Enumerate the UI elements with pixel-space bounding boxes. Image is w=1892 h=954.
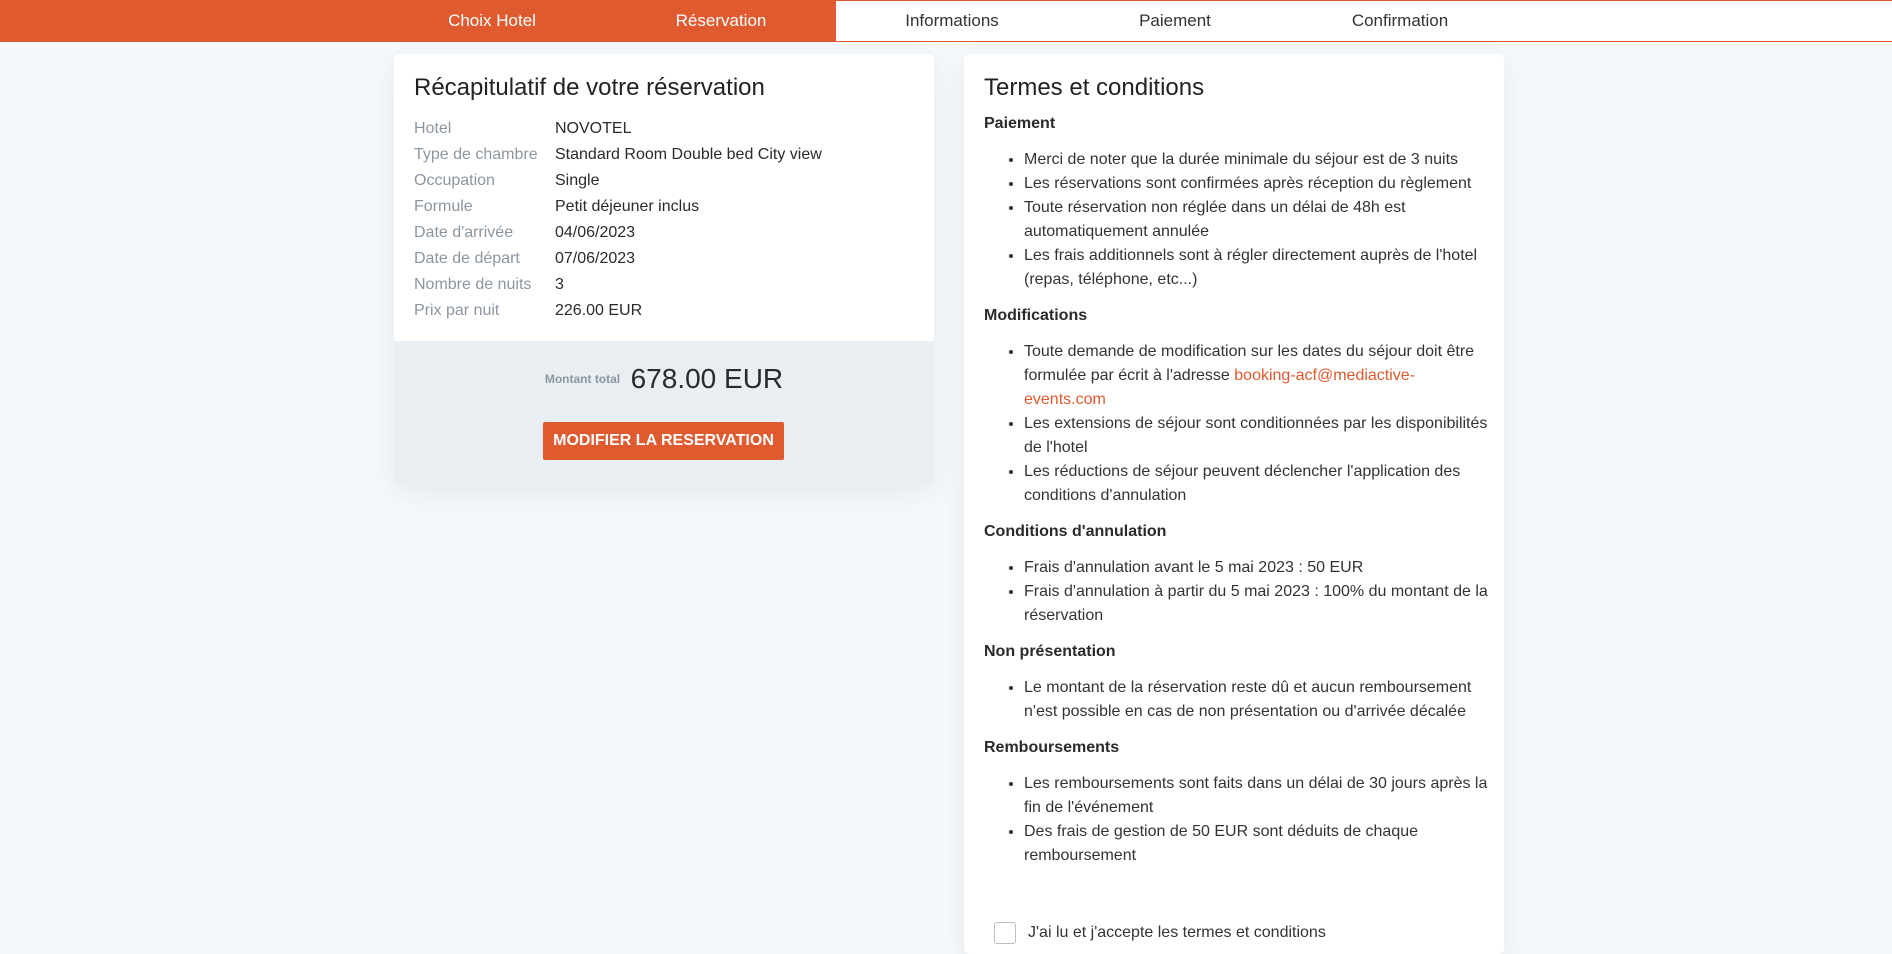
total-amount: 678.00 EUR	[630, 363, 784, 394]
summary-label: Date de départ	[414, 250, 520, 267]
section-title: Modifications	[984, 307, 1088, 324]
accept-terms-row[interactable]	[994, 922, 1326, 944]
step-informations[interactable]: Informations	[905, 11, 999, 30]
list-item-text: Toute demande de modification sur les dates du séjour doit être formulée par écrit à l'adresse	[1024, 343, 1475, 384]
summary-row-nights	[414, 272, 914, 298]
terms-section-paiement	[984, 114, 1489, 292]
booking-email-link[interactable]: booking-acf@mediactive-events.com	[1024, 367, 1416, 408]
reservation-summary-card	[394, 54, 934, 485]
list-item: • Des frais de gestion de 50 EUR sont déduits de chaque remboursement	[1024, 820, 1489, 868]
summary-row-formule	[414, 194, 914, 220]
summary-details	[414, 116, 914, 324]
list-item: • Les réductions de séjour peuvent déclencher l'application des conditions d'annulation	[1024, 460, 1489, 508]
section-title: Remboursements	[984, 739, 1120, 756]
total-line	[394, 363, 934, 395]
summary-label: Occupation	[414, 172, 495, 189]
section-list	[984, 556, 1489, 628]
summary-row-price-per-night	[414, 298, 914, 324]
section-list	[984, 676, 1489, 724]
section-list	[984, 772, 1489, 868]
booking-steps-nav	[0, 0, 1892, 42]
summary-row-room-type	[414, 142, 914, 168]
summary-value: Standard Room Double bed City view	[555, 146, 822, 163]
summary-label: Nombre de nuits	[414, 276, 532, 293]
summary-value: 07/06/2023	[555, 250, 636, 267]
accept-terms-label[interactable]: J'ai lu et j'accepte les termes et conditions	[1028, 924, 1326, 941]
total-panel	[394, 341, 934, 485]
section-list	[984, 148, 1489, 292]
list-item: • Frais d'annulation avant le 5 mai 2023 : 50 EUR	[1024, 556, 1489, 580]
list-item: • Les remboursements sont faits dans un délai de 30 jours après la fin de l'événement	[1024, 772, 1489, 820]
list-item: • Les frais additionnels sont à régler directement auprès de l'hotel (repas, téléphone, etc...)	[1024, 244, 1489, 292]
summary-label: Type de chambre	[414, 146, 538, 163]
terms-section-remboursements	[984, 738, 1489, 868]
summary-value: Single	[555, 172, 600, 189]
summary-label: Date d'arrivée	[414, 224, 514, 241]
terms-conditions-card	[964, 54, 1504, 954]
section-title: Paiement	[984, 115, 1056, 132]
terms-section-annulation	[984, 522, 1489, 628]
list-item: • Frais d'annulation à partir du 5 mai 2023 : 100% du montant de la réservation	[1024, 580, 1489, 628]
summary-value: NOVOTEL	[555, 120, 632, 137]
list-item: • Toute réservation non réglée dans un délai de 48h est automatiquement annulée	[1024, 196, 1489, 244]
terms-section-non-presentation	[984, 642, 1489, 724]
summary-label: Hotel	[414, 120, 452, 137]
summary-row-arrival	[414, 220, 914, 246]
step-confirmation[interactable]: Confirmation	[1351, 11, 1449, 30]
list-item	[1024, 340, 1489, 412]
summary-title: Récapitulatif de votre réservation	[414, 74, 765, 101]
step-reservation[interactable]: Réservation	[675, 11, 767, 30]
terms-title: Termes et conditions	[984, 74, 1205, 101]
summary-value: 04/06/2023	[555, 224, 636, 241]
summary-value: 3	[555, 276, 564, 293]
terms-section-modifications	[984, 306, 1489, 508]
step-choix-hotel[interactable]: Choix Hotel	[448, 11, 536, 30]
accept-terms-checkbox[interactable]	[994, 922, 1016, 944]
list-item: • Les extensions de séjour sont conditionnées par les disponibilités de l'hotel	[1024, 412, 1489, 460]
summary-value: Petit déjeuner inclus	[555, 198, 700, 215]
summary-label: Formule	[414, 198, 473, 215]
summary-row-occupation	[414, 168, 914, 194]
list-item: • Merci de noter que la durée minimale du séjour est de 3 nuits	[1024, 148, 1489, 172]
summary-row-hotel	[414, 116, 914, 142]
section-list	[984, 340, 1489, 508]
summary-value: 226.00 EUR	[555, 302, 643, 319]
section-title: Conditions d'annulation	[984, 523, 1167, 540]
modify-reservation-button[interactable]: MODIFIER LA RESERVATION	[543, 422, 784, 460]
list-item: • Les réservations sont confirmées après réception du règlement	[1024, 172, 1489, 196]
terms-body	[984, 114, 1489, 882]
step-paiement[interactable]: Paiement	[1139, 11, 1211, 30]
summary-row-departure	[414, 246, 914, 272]
total-label: Montant total	[544, 372, 621, 386]
summary-label: Prix par nuit	[414, 302, 500, 319]
list-item: • Le montant de la réservation reste dû et aucun remboursement n'est possible en cas de non présentation ou d'arrivée décalée	[1024, 676, 1489, 724]
section-title: Non présentation	[984, 643, 1116, 660]
